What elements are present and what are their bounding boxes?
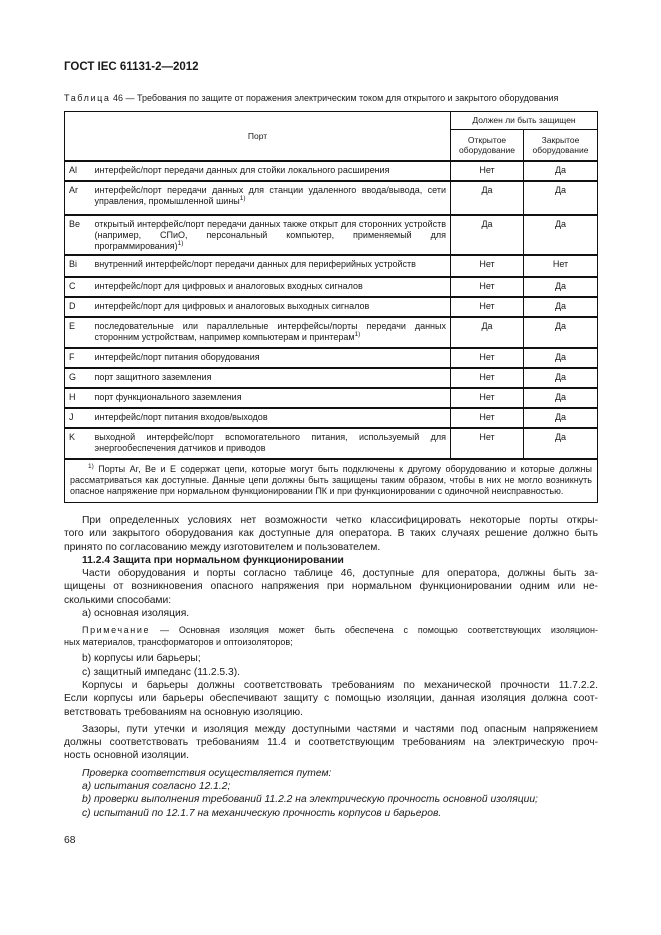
text-line: того или закрытого оборудования как доступные для оператора. В таких случаях решение должно быть [64, 528, 598, 540]
table-row [65, 408, 598, 428]
port-description [91, 161, 451, 181]
text-line: Проверка соответствия осуществляется путем: [82, 767, 332, 779]
page-number: 68 [64, 834, 76, 846]
closed-equipment-value: Да [524, 297, 598, 317]
col-header-port: Порт [65, 111, 451, 161]
col-header-group: Должен ли быть защищен [451, 111, 598, 129]
paragraph [64, 780, 598, 793]
open-equipment-value: Нет [451, 428, 524, 459]
body-text [64, 514, 598, 820]
text-line [64, 624, 598, 636]
document-page [64, 0, 598, 847]
paragraph [64, 567, 598, 607]
table-row [65, 255, 598, 277]
port-description-text: последовательные или параллельные интерфейсы/порты передачи данных сторонним устройствам, например компьютерам и принтерам [94, 321, 446, 342]
port-description-text: интерфейс/порт для цифровых и аналоговых выходных сигналов [94, 301, 370, 311]
closed-equipment-value: Да [524, 428, 598, 459]
port-description [91, 297, 451, 317]
open-equipment-value: Нет [451, 408, 524, 428]
port-code: H [65, 388, 91, 408]
paragraph [64, 652, 598, 665]
port-code: K [65, 428, 91, 459]
port-description [91, 255, 451, 277]
text-line: сколькими способами: [64, 594, 172, 606]
port-description [91, 181, 451, 215]
table-footnote [65, 459, 598, 503]
text-line: Зазоры, пути утечки и изоляция между доступными частями и частями под опасным напряжением [82, 723, 598, 735]
open-equipment-value: Да [451, 317, 524, 348]
col-header-closed: Закрытое оборудование [524, 129, 598, 161]
table-row [65, 317, 598, 348]
port-description-text: порт защитного заземления [94, 372, 212, 382]
footnote-mark: 1) [88, 463, 94, 470]
paragraph [64, 679, 598, 719]
closed-equipment-value: Нет [524, 255, 598, 277]
text-line: Если корпусы или барьеры обеспечивают защиту с помощью изоляции, данная изоляция должна соот- [64, 693, 598, 705]
table-row [65, 277, 598, 297]
closed-equipment-value: Да [524, 348, 598, 368]
port-code: Be [65, 215, 91, 255]
open-equipment-value: Нет [451, 368, 524, 388]
text-line: Части оборудования и порты согласно таблице 46, доступные для оператора, должны быть за- [82, 568, 598, 580]
closed-equipment-value: Да [524, 181, 598, 215]
paragraph [64, 723, 598, 763]
port-code: J [65, 408, 91, 428]
footnote-ref: 1) [177, 240, 184, 247]
text-line: а) основная изоляция. [82, 608, 190, 620]
closed-equipment-value: Да [524, 408, 598, 428]
port-description-text: внутренний интерфейс/порт передачи данных для периферийных устройств [94, 259, 416, 269]
table-body [65, 161, 598, 459]
closed-equipment-value: Да [524, 388, 598, 408]
caption-label: Таблица [64, 93, 111, 103]
port-description-text: интерфейс/порт питания входов/выходов [94, 412, 268, 422]
text-line: щищены от возникновения опасного напряжения при нормальном функционировании одним или не- [64, 581, 598, 593]
port-description-text: интерфейс/порт передачи данных для стойки локального расширения [94, 165, 390, 175]
port-description [91, 408, 451, 428]
port-description-text: интерфейс/порт передачи данных для станции удаленного ввода/вывода, сети управления, промышленной шины [94, 185, 446, 206]
table-row [65, 161, 598, 181]
open-equipment-value: Нет [451, 348, 524, 368]
port-code: Bi [65, 255, 91, 277]
footnote-text: Порты Ar, Be и E содержат цепи, которые могут быть подключены к другому оборудованию и которые должны рассматриваться как доступные. Данные цепи должны быть защищены таким образом, чтобы в них не могло возникнуть опасное напряжение при нормальном функционировании ПК и при функционировании с одиночной неисправностью. [70, 464, 592, 496]
caption-text: 46 — Требования по защите от поражения электрическим током для открытого и закрытого оборудования [110, 93, 559, 103]
table-row [65, 428, 598, 459]
paragraph [64, 666, 598, 679]
port-description [91, 215, 451, 255]
port-description [91, 348, 451, 368]
port-description-text: интерфейс/порт для цифровых и аналоговых входных сигналов [94, 281, 363, 291]
port-code: D [65, 297, 91, 317]
open-equipment-value: Нет [451, 388, 524, 408]
open-equipment-value: Нет [451, 255, 524, 277]
table-row [65, 181, 598, 215]
paragraph [64, 793, 598, 806]
closed-equipment-value: Да [524, 368, 598, 388]
text-line: При определенных условиях нет возможности четко классифицировать некоторые порты откры- [82, 515, 598, 526]
document-header: ГОСТ IEC 61131-2—2012 [64, 61, 199, 73]
port-code: C [65, 277, 91, 297]
closed-equipment-value: Да [524, 277, 598, 297]
table-row [65, 388, 598, 408]
table-row [65, 348, 598, 368]
text-line: ность основной изоляции. [64, 750, 189, 762]
open-equipment-value: Нет [451, 297, 524, 317]
port-code: Al [65, 161, 91, 181]
port-description [91, 277, 451, 297]
table-row [65, 368, 598, 388]
port-code: Ar [65, 181, 91, 215]
port-description-text: интерфейс/порт питания оборудования [94, 352, 260, 362]
col-header-open: Открытое оборудование [451, 129, 524, 161]
text-line: 11.2.4 Защита при нормальном функционировании [82, 554, 344, 566]
open-equipment-value: Нет [451, 161, 524, 181]
text-line: Корпусы и барьеры должны соответствовать требованиям по механической прочности 11.7.2.2. [82, 679, 598, 691]
text-line: c) защитный импеданс (11.2.5.3). [82, 666, 241, 678]
port-description-text: открытый интерфейс/порт передачи данных также открыт для сторонних устройств (например, СПиО, персональный компьютер, применяемый для программирования) [94, 219, 446, 251]
open-equipment-value: Да [451, 181, 524, 215]
footnote-ref: 1) [239, 195, 246, 202]
text-line: b) корпусы или барьеры; [82, 653, 201, 665]
port-code: G [65, 368, 91, 388]
paragraph [64, 767, 598, 780]
closed-equipment-value: Да [524, 215, 598, 255]
text-line: ветствовать требованиям на основную изоляцию. [64, 706, 303, 718]
text-line: ных материалов, трансформаторов и оптоизоляторов; [64, 637, 293, 648]
open-equipment-value: Нет [451, 277, 524, 297]
table-caption [64, 92, 598, 105]
section-heading [64, 554, 598, 567]
port-description [91, 388, 451, 408]
port-description-text: порт функционального заземления [94, 392, 242, 402]
port-description [91, 428, 451, 459]
note-paragraph [64, 624, 598, 648]
footnote-ref: 1) [354, 331, 361, 338]
port-description-text: выходной интерфейс/порт вспомогательного питания, используемый для энергообеспечения датчиков и приводов [94, 432, 446, 453]
open-equipment-value: Да [451, 215, 524, 255]
text-line: а) испытания согласно 12.1.2; [82, 781, 231, 793]
paragraph [64, 514, 598, 554]
closed-equipment-value: Да [524, 161, 598, 181]
closed-equipment-value: Да [524, 317, 598, 348]
note-text: — Основная изоляция может быть обеспечена с помощью соответствующих изоляцион- [150, 625, 598, 636]
port-code: E [65, 317, 91, 348]
note-label: Примечание [82, 625, 151, 636]
port-code: F [65, 348, 91, 368]
paragraph [64, 607, 598, 620]
paragraph [64, 807, 598, 820]
text-line: должны соответствовать требованиям 11.4 и соответствующим требованиям на электрическую проч- [64, 737, 598, 749]
port-description [91, 317, 451, 348]
text-line: b) проверки выполнения требований 11.2.2 на электрическую прочность основной изоляции; [82, 794, 538, 806]
ports-protection-table [64, 111, 598, 504]
text-line: c) испытаний по 12.1.7 на механическую прочность корпусов и барьеров. [82, 807, 442, 819]
table-row [65, 297, 598, 317]
text-line: принято по согласованию между изготовителем и пользователем. [64, 541, 381, 553]
port-description [91, 368, 451, 388]
table-row [65, 215, 598, 255]
